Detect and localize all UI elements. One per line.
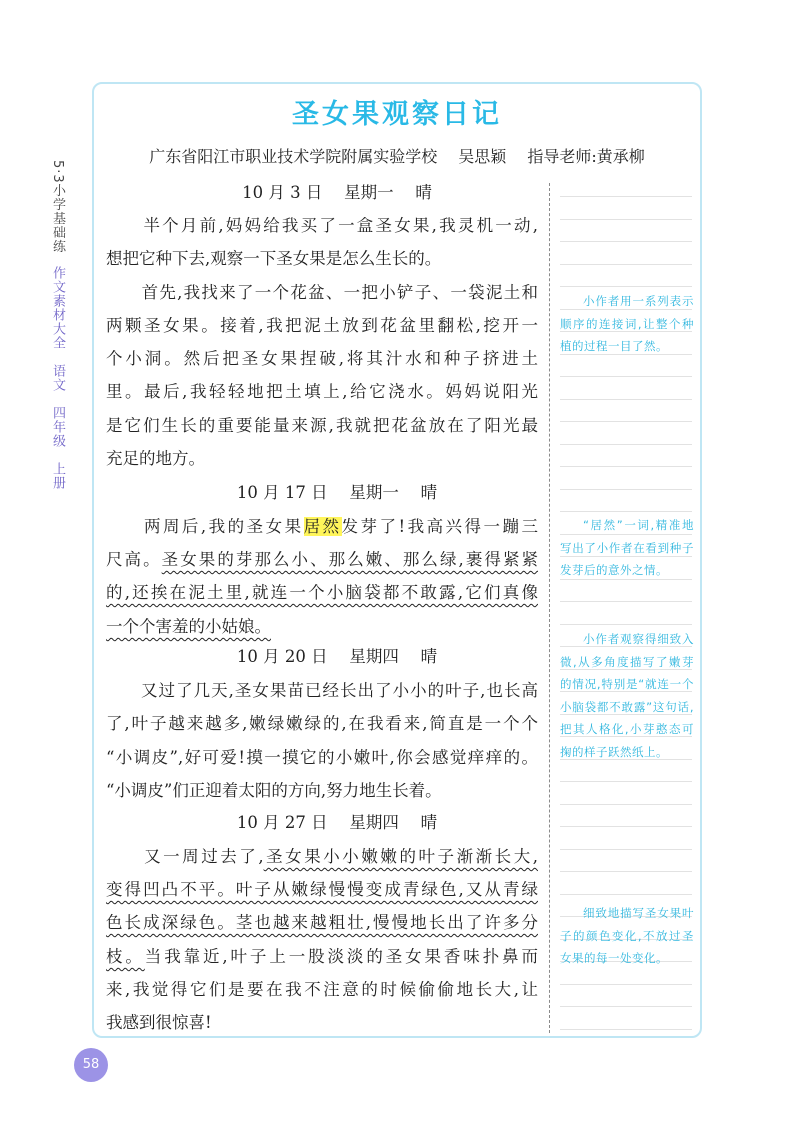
text-segment: 我感到很惊喜!: [106, 1013, 212, 1032]
margin-rule-line: [560, 1029, 692, 1030]
margin-rule-line: [560, 376, 692, 377]
text-segment: 发芽了!我高兴得一蹦三: [341, 517, 538, 536]
margin-note-1: 小作者用一系列表示顺序的连接词,让整个种植的过程一目了然。: [560, 294, 694, 353]
wavy-underlined-text: 圣女果小小嫩嫩的叶子渐渐长大,: [263, 847, 538, 866]
diary-text-line: [106, 707, 538, 740]
margin-rule-line: [560, 421, 692, 422]
wavy-underlined-text: 圣女果的芽那么小、那么嫩、那么绿,裹得紧紧: [161, 550, 539, 569]
book-category: 作文素材大全 语文 四年级 上册: [50, 265, 65, 490]
wavy-underlined-text: 枝。: [106, 947, 145, 966]
margin-rule-line: [560, 624, 692, 625]
text-segment: 个小洞。然后把圣女果捏破,将其汁水和种子挤进土: [106, 349, 538, 368]
margin-rule-line: [560, 219, 692, 220]
text-segment: 首先,我找来了一个花盆、一把小铲子、一袋泥土和: [106, 283, 538, 302]
wavy-underlined-text: 一个个害羞的小姑娘。: [106, 617, 271, 636]
margin-rule-line: [560, 466, 692, 467]
margin-rule-line: [560, 264, 692, 265]
text-segment: “小调皮”们正迎着太阳的方向,努力地生长着。: [106, 781, 442, 800]
text-segment: 两周后,我的圣女果: [106, 517, 304, 536]
text-segment: 半个月前,妈妈给我买了一盒圣女果,我灵机一动,: [106, 216, 538, 235]
text-segment: 来,我觉得它们是要在我不注意的时候偷偷地长大,让: [106, 980, 538, 999]
margin-divider: [549, 183, 550, 1033]
diary-text-line: [106, 741, 538, 774]
series-brand: 5·3小学基础练: [50, 160, 65, 254]
highlighted-word: 居然: [303, 517, 342, 536]
diary-text-line: [106, 610, 538, 643]
diary-text-line: [106, 309, 538, 342]
diary-text-line: [106, 442, 538, 475]
diary-text-line: [106, 940, 538, 973]
diary-date-heading: 10 月 27 日 星期四 晴: [236, 813, 438, 832]
diary-text-line: [106, 840, 538, 873]
diary-text-line: [106, 342, 538, 375]
margin-rule-line: [560, 489, 692, 490]
wavy-underlined-text: 色长成深绿色。茎也越来越粗壮,慢慢地长出了许多分: [106, 913, 538, 932]
margin-rule-line: [560, 196, 692, 197]
margin-rule-line: [560, 511, 692, 512]
text-segment: 是它们生长的重要能量来源,我就把花盆放在了阳光最: [106, 416, 538, 435]
margin-rule-line: [560, 781, 692, 782]
diary-text-line: [106, 409, 538, 442]
diary-text-line: [106, 973, 538, 1006]
wavy-underlined-text: 变得凹凸不平。叶子从嫩绿慢慢变成青绿色,又从青绿: [106, 880, 538, 899]
text-segment: 充足的地方。: [106, 449, 205, 468]
diary-text-line: [106, 510, 538, 543]
margin-rule-line: [560, 601, 692, 602]
teacher-name: 指导老师:黄承柳: [527, 147, 645, 166]
text-segment: 想把它种下去,观察一下圣女果是怎么生长的。: [106, 249, 442, 268]
text-segment: 又过了几天,圣女果苗已经长出了小小的叶子,也长高: [106, 681, 538, 700]
text-segment: 尺高。: [106, 550, 162, 569]
diary-text-line: [106, 873, 538, 906]
margin-rule-line: [560, 444, 692, 445]
diary-text-line: [106, 242, 538, 275]
diary-date-heading: 10 月 3 日 星期一 晴: [242, 183, 432, 202]
diary-text-line: [106, 209, 538, 242]
author-name: 吴思颖: [458, 147, 507, 166]
page-number-badge: 58: [74, 1048, 108, 1082]
wavy-underlined-text: 的,还挨在泥土里,就连一个小脑袋都不敢露,它们真像: [106, 583, 538, 602]
diary-text-line: [106, 375, 538, 408]
margin-note-3: 小作者观察得细致入微,从多角度描写了嫩芽的情况,特别是“就连一个小脑袋都不敢露”这句话,把其人格化,小芽憨态可掬的样子跃然纸上。: [560, 632, 694, 759]
text-segment: 里。最后,我轻轻地把土填上,给它浇水。妈妈说阳光: [106, 382, 538, 401]
margin-note-4: 细致地描写圣女果叶子的颜色变化,不放过圣女果的每一处变化。: [560, 906, 694, 965]
margin-rule-line: [560, 804, 692, 805]
diary-date-heading: 10 月 20 日 星期四 晴: [236, 647, 438, 666]
diary-text-line: [106, 543, 538, 576]
margin-rule-line: [560, 1006, 692, 1007]
diary-date-heading: 10 月 17 日 星期一 晴: [236, 483, 438, 502]
margin-rule-line: [560, 286, 692, 287]
book-spine-label: [42, 160, 72, 490]
article-title: 圣女果观察日记: [292, 99, 502, 130]
diary-text-line: [106, 906, 538, 939]
margin-rule-line: [560, 849, 692, 850]
margin-rule-line: [560, 826, 692, 827]
text-segment: 当我靠近,叶子上一股淡淡的圣女果香味扑鼻而: [144, 947, 538, 966]
text-segment: “小调皮”,好可爱!摸一摸它的小嫩叶,你会感觉痒痒的。: [106, 748, 538, 767]
margin-rule-line: [560, 871, 692, 872]
text-segment: 两颗圣女果。接着,我把泥土放到花盆里翻松,挖开一: [106, 316, 538, 335]
margin-rule-line: [560, 241, 692, 242]
diary-text-line: [106, 774, 538, 807]
diary-text-line: [106, 1006, 538, 1039]
school-name: 广东省阳江市职业技术学院附属实验学校: [149, 147, 438, 166]
margin-note-2: “居然”一词,精准地写出了小作者在看到种子发芽后的意外之情。: [560, 518, 694, 577]
margin-rule-line: [560, 894, 692, 895]
margin-rule-line: [560, 984, 692, 985]
diary-text-line: [106, 276, 538, 309]
byline: [92, 144, 702, 167]
diary-text-line: [106, 576, 538, 609]
margin-rule-line: [560, 399, 692, 400]
text-segment: 又一周过去了,: [106, 847, 264, 866]
text-segment: 了,叶子越来越多,嫩绿嫩绿的,在我看来,简直是一个个: [106, 714, 538, 733]
diary-text-line: [106, 674, 538, 707]
